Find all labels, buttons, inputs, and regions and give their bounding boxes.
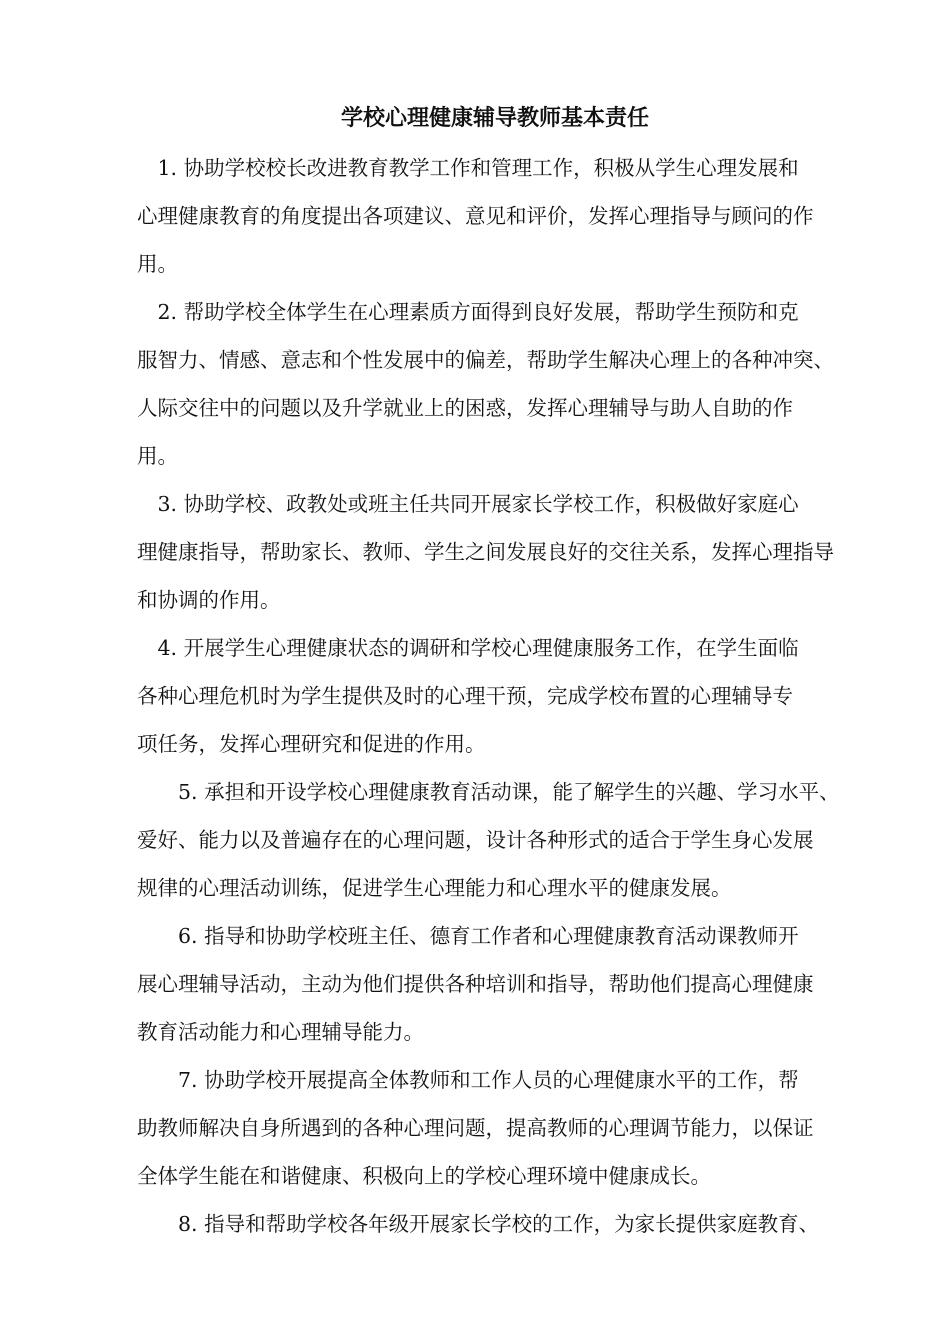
text-line: 6. 指导和协助学校班主任、德育工作者和心理健康教育活动课教师开 bbox=[137, 924, 799, 948]
document-title: 学校心理健康辅导教师基本责任 bbox=[340, 105, 649, 131]
text-line: 心理健康教育的角度提出各项建议、意见和评价，发挥心理指导与顾问的作 bbox=[137, 204, 814, 228]
text-line: 1. 协助学校校长改进教育教学工作和管理工作，积极从学生心理发展和 bbox=[137, 156, 799, 180]
text-line: 和协调的作用。 bbox=[137, 588, 281, 612]
text-line: 用。 bbox=[137, 444, 178, 468]
text-line: 理健康指导，帮助家长、教师、学生之间发展良好的交往关系，发挥心理指导 bbox=[137, 540, 834, 564]
text-line: 项任务，发挥心理研究和促进的作用。 bbox=[137, 732, 486, 756]
text-line: 3. 协助学校、政教处或班主任共同开展家长学校工作，积极做好家庭心 bbox=[137, 492, 799, 516]
text-line: 7. 协助学校开展提高全体教师和工作人员的心理健康水平的工作，帮 bbox=[137, 1068, 799, 1092]
text-line: 2. 帮助学校全体学生在心理素质方面得到良好发展，帮助学生预防和克 bbox=[137, 300, 799, 324]
text-line: 各种心理危机时为学生提供及时的心理干预，完成学校布置的心理辅导专 bbox=[137, 684, 793, 708]
text-line: 5. 承担和开设学校心理健康教育活动课，能了解学生的兴趣、学习水平、 bbox=[137, 780, 840, 804]
text-line: 服智力、情感、意志和个性发展中的偏差，帮助学生解决心理上的各种冲突、 bbox=[137, 348, 834, 372]
text-line: 规律的心理活动训练，促进学生心理能力和心理水平的健康发展。 bbox=[137, 876, 732, 900]
text-line: 用。 bbox=[137, 252, 178, 276]
text-line: 4. 开展学生心理健康状态的调研和学校心理健康服务工作，在学生面临 bbox=[137, 636, 799, 660]
text-line: 爱好、能力以及普遍存在的心理问题，设计各种形式的适合于学生身心发展 bbox=[137, 828, 814, 852]
text-line: 教育活动能力和心理辅导能力。 bbox=[137, 1020, 424, 1044]
text-line: 展心理辅导活动，主动为他们提供各种培训和指导，帮助他们提高心理健康 bbox=[137, 972, 814, 996]
text-line: 助教师解决自身所遇到的各种心理问题，提高教师的心理调节能力，以保证 bbox=[137, 1116, 814, 1140]
text-line: 人际交往中的问题以及升学就业上的困惑，发挥心理辅导与助人自助的作 bbox=[137, 396, 793, 420]
text-line: 全体学生能在和谐健康、积极向上的学校心理环境中健康成长。 bbox=[137, 1164, 711, 1188]
text-line: 8. 指导和帮助学校各年级开展家长学校的工作，为家长提供家庭教育、 bbox=[137, 1212, 820, 1236]
